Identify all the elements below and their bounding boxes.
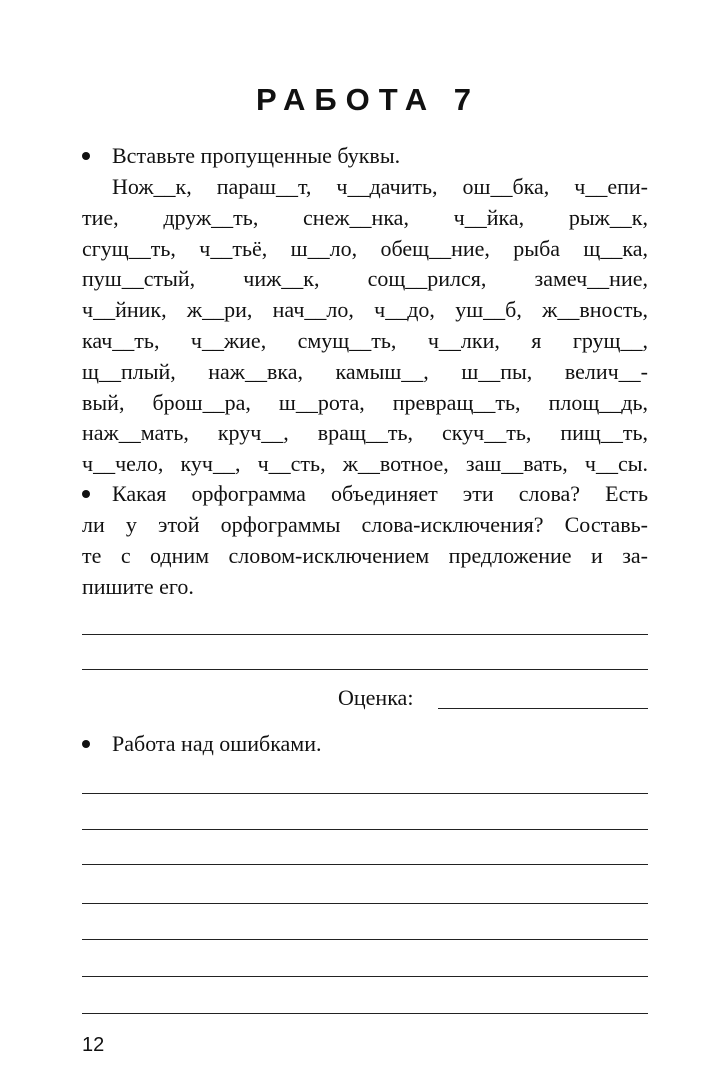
- task3-instruction-text: Работа над ошибками.: [112, 731, 322, 756]
- exercise-line: вый, брош__ра, ш__рота, превращ__ть, площ__дь,: [82, 389, 648, 415]
- exercise-line: щ__плый, наж__вка, камыш__, ш__пы, велич__-: [82, 358, 648, 384]
- bullet-icon: [82, 740, 90, 748]
- bullet-icon: [82, 152, 90, 160]
- exercise-line: пуш__стый, чиж__к, сощ__рился, замеч__ние,: [82, 266, 648, 292]
- answer-line: [82, 903, 648, 904]
- exercise-line: Нож__к, параш__т, ч__дачить, ош__бка, ч__епи-: [112, 174, 648, 199]
- exercise-line: кач__ть, ч__жие, смущ__ть, ч__лки, я грущ__,: [82, 327, 648, 353]
- answer-line: [82, 634, 648, 635]
- answer-line: [82, 669, 648, 670]
- exercise-line: сгущ__ть, ч__тьё, ш__ло, обещ__ние, рыба щ__ка,: [82, 235, 648, 261]
- page-title: РАБОТА 7: [256, 82, 480, 117]
- answer-line: [82, 976, 648, 977]
- question-line: Какая орфограмма объединяет эти слова? Есть: [112, 481, 648, 506]
- question-line: пишите его.: [82, 574, 194, 599]
- exercise-line: тие, друж__ть, снеж__нка, ч__йка, рыж__к,: [82, 204, 648, 230]
- answer-line: [82, 864, 648, 865]
- task2-question-text: [82, 478, 648, 602]
- question-line: те с одним словом-исключением предложение и за-: [82, 543, 648, 568]
- page-number: 12: [82, 1034, 105, 1056]
- exercise-line: ч__чело, куч__, ч__сть, ж__вотное, заш__вать, ч__сы.: [82, 451, 648, 477]
- answer-line: [82, 793, 648, 794]
- task1-instruction-text: Вставьте пропущенные буквы.: [112, 143, 401, 168]
- answer-line: [82, 829, 648, 830]
- exercise-line: ч__йник, ж__ри, нач__ло, ч__до, уш__б, ж__вность,: [82, 297, 648, 323]
- grade-answer-line: [438, 708, 648, 709]
- question-line: ли у этой орфограммы слова-исключения? Составь-: [82, 512, 648, 537]
- exercise-line: наж__мать, круч__, вращ__ть, скуч__ть, пищ__ть,: [82, 420, 648, 446]
- task1-exercise-text: [82, 172, 648, 480]
- grade-label: Оценка:: [338, 685, 414, 710]
- answer-line: [82, 939, 648, 940]
- answer-line: [82, 1013, 648, 1014]
